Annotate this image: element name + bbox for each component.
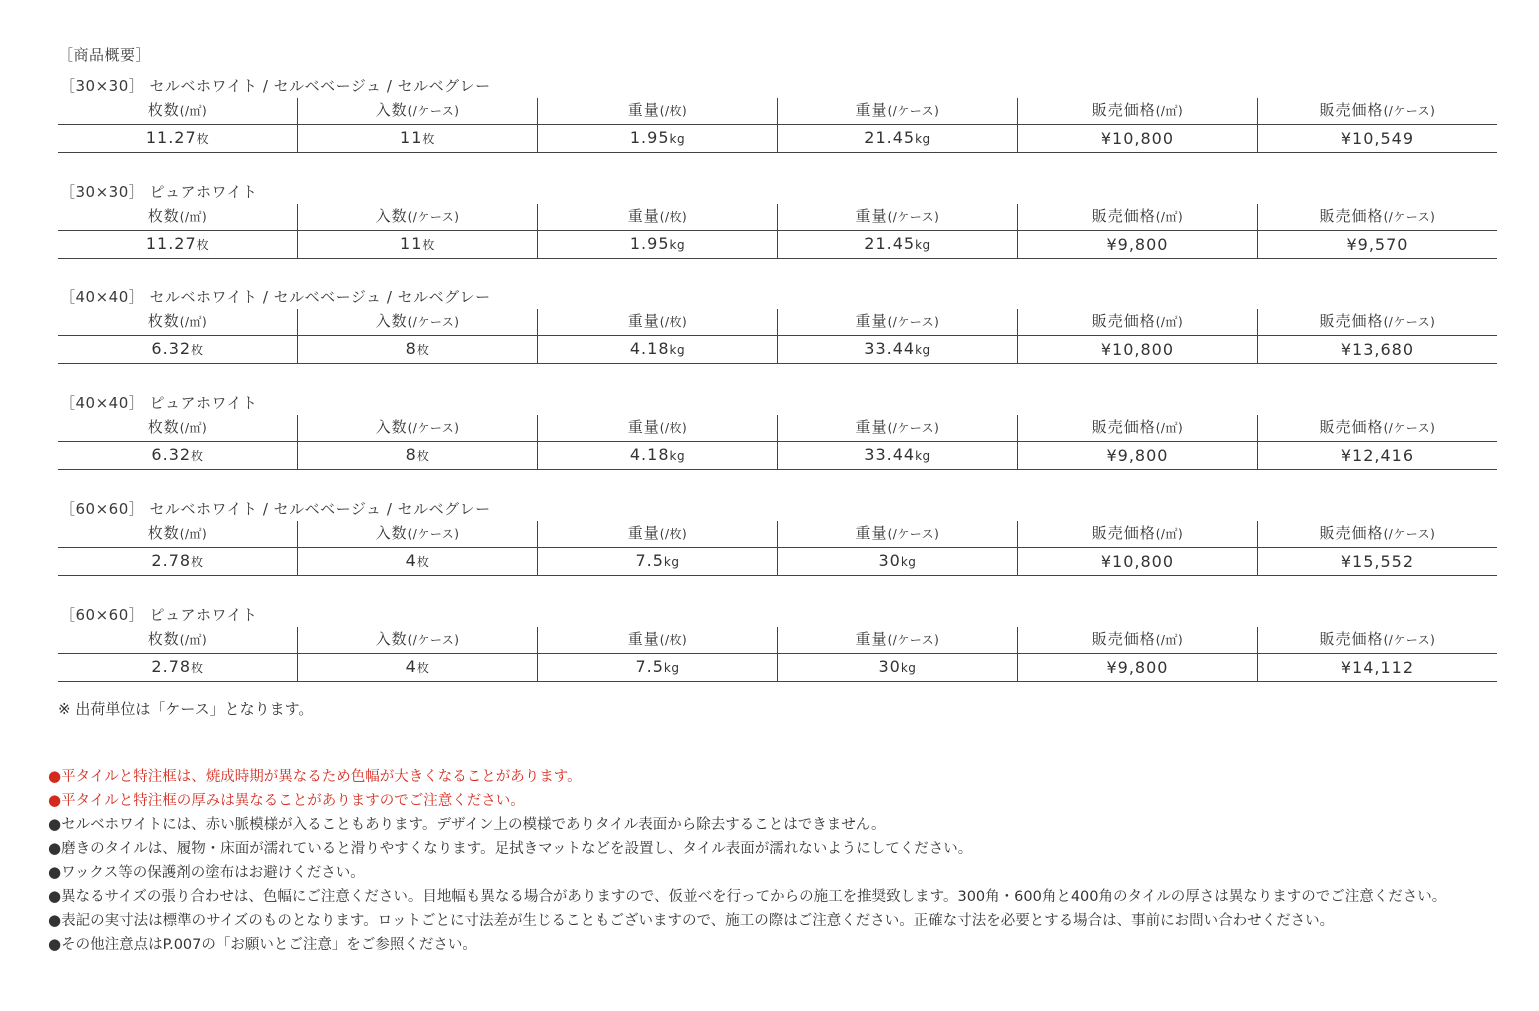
column-header-unit: (/ケース) [887, 210, 940, 224]
shipping-unit-footnote: ※ 出荷単位は「ケース」となります。 [58, 700, 314, 718]
column-header-unit: (/ケース) [407, 633, 460, 647]
spec-value: 6.32 [151, 445, 192, 464]
product-block [58, 285, 1497, 364]
spec-value-unit: 枚 [422, 132, 435, 146]
spec-value-cell [777, 125, 1017, 153]
spec-value-unit: kg [669, 343, 686, 357]
column-header-label: 販売価格 [1091, 418, 1156, 436]
spec-value-unit: kg [663, 661, 680, 675]
column-header [58, 415, 298, 442]
column-header-unit: (/㎡) [179, 527, 208, 541]
bullet-icon: ● [48, 935, 62, 953]
column-header-unit: (/㎡) [179, 104, 208, 118]
column-header-label: 販売価格 [1091, 630, 1156, 648]
spec-value-unit: 枚 [191, 343, 204, 357]
spec-value: 30 [878, 551, 901, 570]
spec-value: ¥9,570 [1346, 234, 1409, 254]
product-title: ［40×40］ ピュアホワイト [60, 394, 258, 412]
column-header-unit: (/ケース) [407, 315, 460, 329]
spec-value: ¥10,800 [1100, 339, 1175, 359]
spec-value-cell [777, 654, 1017, 682]
column-header-label: 枚数 [147, 101, 180, 119]
column-header-label: 重量 [627, 630, 660, 648]
product-block [58, 180, 1497, 259]
column-header-unit: (/枚) [659, 210, 688, 224]
page-heading: ［商品概要］ [58, 46, 152, 64]
spec-value: ¥12,416 [1340, 445, 1415, 465]
product-title: ［60×60］ ピュアホワイト [60, 606, 258, 624]
spec-value-cell [58, 231, 298, 259]
spec-value-unit: 枚 [191, 661, 204, 675]
bullet-icon: ● [48, 815, 62, 833]
spec-value: 2.78 [151, 657, 192, 676]
column-header-unit: (/ケース) [1383, 210, 1436, 224]
spec-value: 33.44 [864, 339, 916, 358]
spec-value-cell [1017, 125, 1257, 153]
column-header-label: 重量 [627, 524, 660, 542]
spec-value-cell [58, 336, 298, 364]
spec-value: 8 [405, 445, 417, 464]
spec-value-cell [1017, 548, 1257, 576]
column-header [1017, 309, 1257, 336]
column-header [58, 98, 298, 125]
column-header-label: 販売価格 [1319, 524, 1384, 542]
caution-note [48, 860, 1518, 884]
bullet-icon: ● [48, 791, 62, 809]
column-header [777, 415, 1017, 442]
spec-value: 4 [405, 551, 417, 570]
caution-note-text: 平タイルと特注框の厚みは異なることがありますのでご注意ください。 [61, 793, 525, 809]
column-header-unit: (/ケース) [887, 527, 940, 541]
spec-value-cell [537, 231, 777, 259]
spec-value-cell [777, 231, 1017, 259]
product-block [58, 74, 1497, 153]
column-header-unit: (/枚) [659, 104, 688, 118]
spec-value-cell [298, 548, 538, 576]
spec-value-cell [537, 654, 777, 682]
spec-header-row [58, 204, 1497, 231]
spec-value-unit: 枚 [416, 343, 430, 357]
spec-value: 11.27 [145, 234, 197, 253]
spec-value-unit: kg [900, 661, 917, 675]
spec-value-cell [1017, 654, 1257, 682]
spec-value-unit: 枚 [191, 449, 204, 463]
spec-value-cell [1017, 231, 1257, 259]
caution-notes [48, 764, 1518, 956]
spec-value: 7.5 [635, 657, 664, 676]
column-header-label: 入数 [375, 101, 408, 119]
spec-value-unit: 枚 [196, 238, 210, 252]
column-header [537, 204, 777, 231]
caution-note [48, 764, 1518, 788]
column-header [1017, 627, 1257, 654]
caution-note-text: 表記の実寸法は標準のサイズのものとなります。ロットごとに寸法差が生じることもございますので、施工の際はご注意ください。正確な寸法を必要とする場合は、事前にお問い合わせください。 [61, 913, 1335, 929]
column-header-unit: (/㎡) [1155, 104, 1184, 118]
column-header-label: 販売価格 [1091, 524, 1156, 542]
spec-value-unit: 枚 [422, 238, 435, 252]
spec-value: ¥14,112 [1340, 657, 1415, 677]
column-header [298, 309, 538, 336]
spec-value-cell [58, 125, 298, 153]
column-header-unit: (/枚) [659, 633, 688, 647]
spec-value-row [58, 125, 1497, 153]
column-header [537, 521, 777, 548]
caution-note-text: 異なるサイズの張り合わせは、色幅にご注意ください。目地幅も異なる場合がありますので、仮並べを行ってからの施工を推奨致します。300角・600角と400角のタイルの厚さは異なりますのでご注意ください。 [61, 889, 1447, 905]
column-header-label: 入数 [375, 312, 408, 330]
spec-value: ¥10,549 [1340, 128, 1415, 148]
product-block [58, 391, 1497, 470]
spec-header-row [58, 309, 1497, 336]
column-header-unit: (/㎡) [179, 633, 208, 647]
column-header-label: 販売価格 [1319, 207, 1384, 225]
column-header-unit: (/ケース) [887, 104, 940, 118]
column-header-unit: (/枚) [659, 527, 688, 541]
column-header [1017, 204, 1257, 231]
spec-value: 8 [405, 339, 417, 358]
column-header [777, 204, 1017, 231]
column-header-label: 重量 [627, 207, 660, 225]
spec-value-unit: kg [663, 555, 680, 569]
spec-value: 1.95 [629, 234, 670, 253]
spec-value-cell [777, 442, 1017, 470]
spec-table [58, 309, 1497, 364]
column-header [1257, 627, 1497, 654]
spec-value-cell [58, 442, 298, 470]
spec-value: 11.27 [145, 128, 197, 147]
spec-value-cell [298, 231, 538, 259]
column-header-unit: (/㎡) [179, 315, 208, 329]
column-header-unit: (/ケース) [887, 315, 940, 329]
spec-value: 21.45 [864, 128, 916, 147]
spec-value-unit: kg [669, 449, 686, 463]
column-header-unit: (/ケース) [407, 210, 460, 224]
spec-table [58, 98, 1497, 153]
spec-value-cell [1257, 548, 1497, 576]
column-header-unit: (/㎡) [1155, 210, 1184, 224]
column-header-unit: (/ケース) [887, 421, 940, 435]
column-header [777, 521, 1017, 548]
spec-value: 7.5 [635, 551, 664, 570]
column-header-unit: (/ケース) [1383, 315, 1436, 329]
column-header [298, 415, 538, 442]
column-header [777, 627, 1017, 654]
spec-value-unit: 枚 [416, 661, 430, 675]
spec-value-unit: 枚 [416, 449, 430, 463]
column-header [537, 98, 777, 125]
spec-value: ¥13,680 [1340, 339, 1415, 359]
spec-table [58, 521, 1497, 576]
spec-value-cell [537, 442, 777, 470]
spec-value-cell [58, 548, 298, 576]
product-title: ［60×60］ セルベホワイト / セルベベージュ / セルベグレー [60, 500, 491, 518]
bullet-icon: ● [48, 911, 62, 929]
spec-value-row [58, 336, 1497, 364]
column-header-label: 入数 [375, 418, 408, 436]
column-header-unit: (/㎡) [1155, 527, 1184, 541]
column-header [777, 98, 1017, 125]
column-header-unit: (/ケース) [407, 104, 460, 118]
spec-value: 11 [400, 234, 423, 253]
caution-note-text: 磨きのタイルは、履物・床面が濡れていると滑りやすくなります。足拭きマットなどを設置し、タイル表面が濡れないようにしてください。 [61, 841, 973, 857]
spec-value-cell [1257, 125, 1497, 153]
column-header-label: 重量 [627, 418, 660, 436]
spec-value-unit: 枚 [191, 555, 204, 569]
spec-value-cell [1017, 336, 1257, 364]
column-header [537, 309, 777, 336]
column-header [58, 204, 298, 231]
column-header-unit: (/枚) [659, 315, 688, 329]
spec-value-cell [1257, 231, 1497, 259]
spec-value: ¥10,800 [1100, 551, 1175, 571]
caution-note-text: 平タイルと特注框は、焼成時期が異なるため色幅が大きくなることがあります。 [61, 769, 582, 785]
spec-value: ¥9,800 [1106, 445, 1169, 465]
caution-note [48, 884, 1518, 908]
spec-value: 6.32 [151, 339, 192, 358]
column-header-label: 重量 [855, 312, 888, 330]
column-header-label: 枚数 [147, 207, 180, 225]
spec-value-cell [1257, 654, 1497, 682]
spec-value-cell [298, 442, 538, 470]
column-header-label: 販売価格 [1319, 312, 1384, 330]
spec-value: ¥9,800 [1106, 657, 1169, 677]
column-header [1257, 204, 1497, 231]
column-header [58, 521, 298, 548]
column-header [537, 627, 777, 654]
spec-value-unit: kg [669, 238, 686, 252]
spec-table [58, 415, 1497, 470]
column-header-label: 販売価格 [1319, 418, 1384, 436]
column-header-label: 枚数 [147, 418, 180, 436]
spec-value-cell [1257, 442, 1497, 470]
column-header [298, 204, 538, 231]
spec-value-unit: kg [915, 132, 931, 146]
column-header-label: 入数 [375, 524, 408, 542]
spec-value-unit: 枚 [196, 132, 210, 146]
column-header-label: 販売価格 [1319, 630, 1384, 648]
spec-value-unit: kg [669, 132, 686, 146]
spec-value-cell [298, 336, 538, 364]
column-header-label: 重量 [855, 101, 888, 119]
column-header-unit: (/ケース) [1383, 633, 1436, 647]
spec-value: 21.45 [864, 234, 916, 253]
column-header [1017, 98, 1257, 125]
product-title: ［30×30］ セルベホワイト / セルベベージュ / セルベグレー [60, 77, 491, 95]
column-header-label: 販売価格 [1091, 207, 1156, 225]
spec-value: ¥10,800 [1100, 128, 1175, 148]
spec-value: 4.18 [629, 339, 670, 358]
column-header-unit: (/ケース) [1383, 104, 1436, 118]
column-header-label: 重量 [627, 312, 660, 330]
caution-note [48, 788, 1518, 812]
product-title: ［40×40］ セルベホワイト / セルベベージュ / セルベグレー [60, 288, 491, 306]
spec-value-cell [58, 654, 298, 682]
bullet-icon: ● [48, 887, 62, 905]
column-header-label: 入数 [375, 207, 408, 225]
column-header-label: 枚数 [147, 630, 180, 648]
spec-value-cell [298, 125, 538, 153]
product-title: ［30×30］ ピュアホワイト [60, 183, 258, 201]
spec-value-cell [537, 548, 777, 576]
column-header [1257, 415, 1497, 442]
column-header-unit: (/ケース) [1383, 421, 1436, 435]
spec-header-row [58, 415, 1497, 442]
spec-value-unit: kg [900, 555, 917, 569]
column-header [1257, 98, 1497, 125]
bullet-icon: ● [48, 863, 62, 881]
column-header-unit: (/㎡) [1155, 315, 1184, 329]
column-header-label: 枚数 [147, 524, 180, 542]
spec-value-row [58, 231, 1497, 259]
spec-value: 33.44 [864, 445, 916, 464]
bullet-icon: ● [48, 839, 62, 857]
column-header-label: 販売価格 [1091, 312, 1156, 330]
column-header-unit: (/ケース) [1383, 527, 1436, 541]
spec-value-cell [777, 336, 1017, 364]
caution-note [48, 932, 1518, 956]
spec-value: 30 [878, 657, 901, 676]
column-header-unit: (/㎡) [1155, 633, 1184, 647]
column-header [298, 98, 538, 125]
column-header [298, 627, 538, 654]
column-header [1017, 415, 1257, 442]
caution-note [48, 836, 1518, 860]
spec-header-row [58, 98, 1497, 125]
spec-value: ¥9,800 [1106, 234, 1169, 254]
column-header-label: 入数 [375, 630, 408, 648]
spec-value-cell [298, 654, 538, 682]
product-block [58, 603, 1497, 682]
spec-table [58, 627, 1497, 682]
spec-value-cell [537, 125, 777, 153]
caution-note [48, 812, 1518, 836]
column-header-label: 販売価格 [1091, 101, 1156, 119]
column-header [58, 627, 298, 654]
column-header-unit: (/㎡) [1155, 421, 1184, 435]
spec-value-unit: kg [915, 343, 931, 357]
spec-value-unit: kg [915, 238, 931, 252]
spec-value-cell [537, 336, 777, 364]
column-header [777, 309, 1017, 336]
spec-header-row [58, 627, 1497, 654]
column-header-label: 重量 [627, 101, 660, 119]
spec-value-cell [777, 548, 1017, 576]
spec-value: 4 [405, 657, 417, 676]
column-header [298, 521, 538, 548]
spec-value: ¥15,552 [1340, 551, 1415, 571]
caution-note [48, 908, 1518, 932]
column-header-unit: (/枚) [659, 421, 688, 435]
spec-value-unit: 枚 [416, 555, 430, 569]
spec-value-row [58, 548, 1497, 576]
column-header-unit: (/ケース) [887, 633, 940, 647]
column-header-label: 枚数 [147, 312, 180, 330]
spec-value: 11 [400, 128, 423, 147]
spec-value-cell [1017, 442, 1257, 470]
spec-value-unit: kg [915, 449, 931, 463]
caution-note-text: セルベホワイトには、赤い脈模様が入ることもあります。デザイン上の模様でありタイル表面から除去することはできません。 [61, 817, 886, 833]
product-block [58, 497, 1497, 576]
column-header-label: 重量 [855, 630, 888, 648]
column-header-label: 重量 [855, 207, 888, 225]
column-header [1257, 521, 1497, 548]
caution-note-text: その他注意点はP.007の「お願いとご注意」をご参照ください。 [61, 937, 477, 953]
spec-value-row [58, 654, 1497, 682]
spec-table [58, 204, 1497, 259]
column-header-label: 重量 [855, 418, 888, 436]
bullet-icon: ● [48, 767, 62, 785]
column-header-unit: (/ケース) [407, 527, 460, 541]
column-header [537, 415, 777, 442]
spec-value: 1.95 [629, 128, 670, 147]
spec-header-row [58, 521, 1497, 548]
spec-value-row [58, 442, 1497, 470]
column-header-label: 重量 [855, 524, 888, 542]
column-header-label: 販売価格 [1319, 101, 1384, 119]
column-header-unit: (/㎡) [179, 210, 208, 224]
column-header [1257, 309, 1497, 336]
spec-value: 2.78 [151, 551, 192, 570]
column-header-unit: (/㎡) [179, 421, 208, 435]
caution-note-text: ワックス等の保護剤の塗布はお避けください。 [61, 865, 365, 881]
spec-value-cell [1257, 336, 1497, 364]
column-header [1017, 521, 1257, 548]
column-header [58, 309, 298, 336]
column-header-unit: (/ケース) [407, 421, 460, 435]
spec-value: 4.18 [629, 445, 670, 464]
